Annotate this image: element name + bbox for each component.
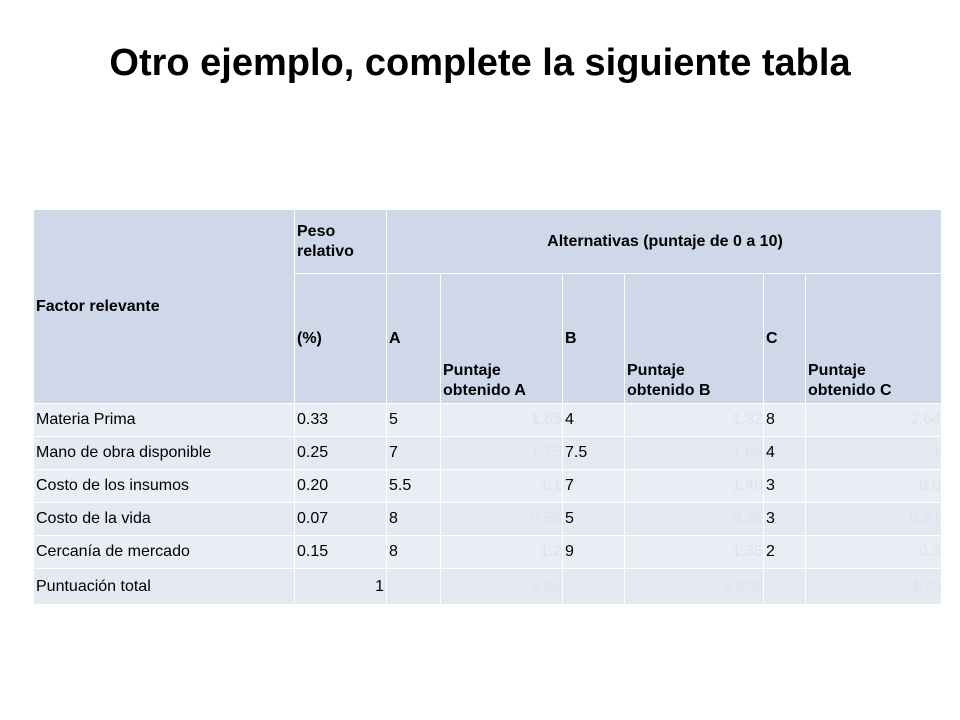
header-puntaje-b bbox=[625, 274, 764, 404]
cell-puntaje-b: 0.35 bbox=[625, 503, 764, 536]
total-empty-a bbox=[387, 569, 441, 605]
table-row bbox=[34, 470, 942, 503]
cell-a: 7 bbox=[387, 437, 441, 470]
cell-factor: Costo de los insumos bbox=[34, 470, 295, 503]
cell-puntaje-b: 1.88 bbox=[625, 437, 764, 470]
cell-puntaje-b: 1.32 bbox=[625, 404, 764, 437]
header-c: C bbox=[764, 274, 806, 404]
table-row bbox=[34, 437, 942, 470]
cell-b: 4 bbox=[563, 404, 625, 437]
cell-puntaje-a: 1.1 bbox=[441, 470, 563, 503]
total-peso: 1 bbox=[295, 569, 387, 605]
cell-puntaje-b: 1.35 bbox=[625, 536, 764, 569]
page-title: Otro ejemplo, complete la siguiente tabla bbox=[109, 42, 851, 84]
header-peso-line1: Peso bbox=[297, 222, 336, 240]
cell-peso: 0.33 bbox=[295, 404, 387, 437]
cell-puntaje-c: 1 bbox=[806, 437, 942, 470]
header-alternativas: Alternativas (puntaje de 0 a 10) bbox=[387, 210, 942, 274]
cell-peso: 0.20 bbox=[295, 470, 387, 503]
cell-peso: 0.07 bbox=[295, 503, 387, 536]
total-puntaje-a: 6.26 bbox=[441, 569, 563, 605]
total-puntaje-b: 6.295 bbox=[625, 569, 764, 605]
table-row bbox=[34, 503, 942, 536]
cell-puntaje-a: 0.56 bbox=[441, 503, 563, 536]
cell-puntaje-a: 1.65 bbox=[441, 404, 563, 437]
cell-puntaje-a: 1.75 bbox=[441, 437, 563, 470]
cell-a: 8 bbox=[387, 503, 441, 536]
cell-b: 7 bbox=[563, 470, 625, 503]
total-puntaje-c: 4.75 bbox=[806, 569, 942, 605]
header-puntaje-c bbox=[806, 274, 942, 404]
total-empty-b bbox=[563, 569, 625, 605]
total-label: Puntuación total bbox=[34, 569, 295, 605]
cell-factor: Cercanía de mercado bbox=[34, 536, 295, 569]
cell-peso: 0.25 bbox=[295, 437, 387, 470]
cell-peso: 0.15 bbox=[295, 536, 387, 569]
header-pct: (%) bbox=[295, 274, 387, 404]
cell-c: 2 bbox=[764, 536, 806, 569]
cell-puntaje-c: 2.64 bbox=[806, 404, 942, 437]
header-b: B bbox=[563, 274, 625, 404]
cell-b: 9 bbox=[563, 536, 625, 569]
cell-factor: Costo de la vida bbox=[34, 503, 295, 536]
evaluation-table bbox=[33, 209, 942, 605]
cell-b: 5 bbox=[563, 503, 625, 536]
cell-puntaje-c: 0.3 bbox=[806, 536, 942, 569]
table-row bbox=[34, 404, 942, 437]
cell-puntaje-c: 0.21 bbox=[806, 503, 942, 536]
cell-c: 3 bbox=[764, 503, 806, 536]
header-a: A bbox=[387, 274, 441, 404]
cell-a: 5.5 bbox=[387, 470, 441, 503]
header-puntaje-b-line1: Puntaje bbox=[627, 362, 685, 379]
cell-a: 8 bbox=[387, 536, 441, 569]
cell-factor: Mano de obra disponible bbox=[34, 437, 295, 470]
header-puntaje-a-line2: obtenido A bbox=[443, 382, 526, 399]
cell-puntaje-c: 0.6 bbox=[806, 470, 942, 503]
cell-c: 8 bbox=[764, 404, 806, 437]
total-empty-c bbox=[764, 569, 806, 605]
cell-c: 3 bbox=[764, 470, 806, 503]
cell-c: 4 bbox=[764, 437, 806, 470]
cell-puntaje-b: 1.40 bbox=[625, 470, 764, 503]
cell-puntaje-a: 1.2 bbox=[441, 536, 563, 569]
cell-b: 7.5 bbox=[563, 437, 625, 470]
header-factor: Factor relevante bbox=[34, 210, 295, 404]
cell-factor: Materia Prima bbox=[34, 404, 295, 437]
header-puntaje-c-line1: Puntaje bbox=[808, 362, 866, 379]
header-puntaje-c-line2: obtenido C bbox=[808, 382, 892, 399]
header-peso-line2: relativo bbox=[297, 242, 354, 260]
table-row bbox=[34, 536, 942, 569]
header-row-1 bbox=[34, 210, 942, 274]
total-row bbox=[34, 569, 942, 605]
header-puntaje-a bbox=[441, 274, 563, 404]
cell-a: 5 bbox=[387, 404, 441, 437]
header-puntaje-a-line1: Puntaje bbox=[443, 362, 501, 379]
header-puntaje-b-line2: obtenido B bbox=[627, 382, 711, 399]
header-peso bbox=[295, 210, 387, 274]
